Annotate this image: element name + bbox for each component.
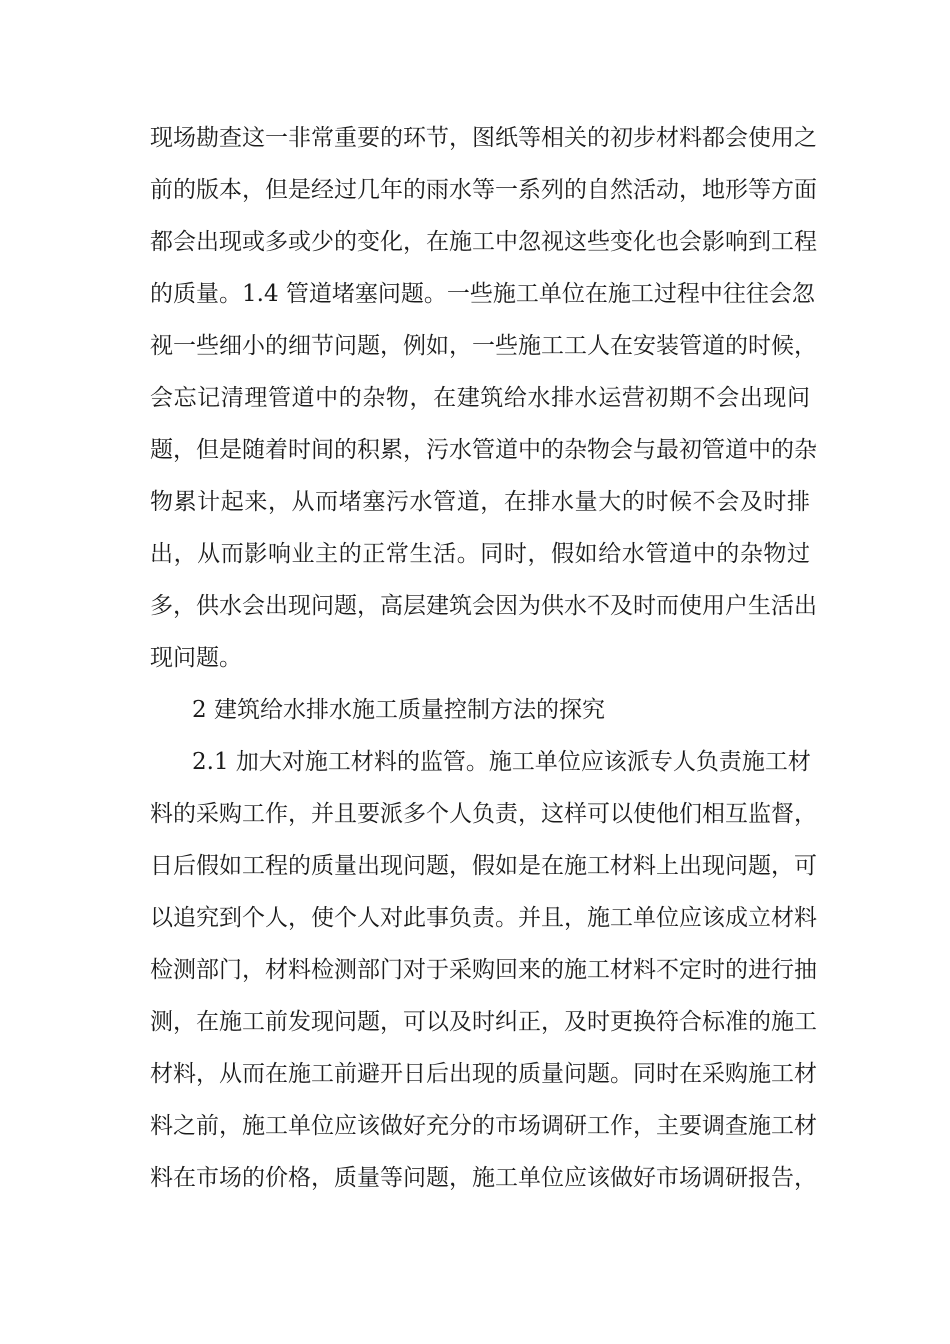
body-text-line: 料的采购工作，并且要派多个人负责，这样可以使他们相互监督， — [150, 801, 817, 827]
body-text-line: 现问题。 — [150, 645, 242, 671]
body-text-line: 2.1 加大对施工材料的监管。施工单位应该派专人负责施工材 — [192, 749, 811, 775]
body-text-line: 料在市场的价格，质量等问题，施工单位应该做好市场调研报告， — [150, 1165, 817, 1191]
body-text-line: 以追究到个人，使个人对此事负责。并且，施工单位应该成立材料 — [150, 905, 817, 931]
body-text-line: 现场勘查这一非常重要的环节，图纸等相关的初步材料都会使用之 — [150, 125, 817, 151]
body-text-line: 物累计起来，从而堵塞污水管道，在排水量大的时候不会及时排 — [150, 489, 810, 515]
body-text-line: 题，但是随着时间的积累，污水管道中的杂物会与最初管道中的杂 — [150, 437, 817, 463]
body-text-line: 视一些细小的细节问题，例如，一些施工工人在安装管道的时候， — [150, 333, 817, 359]
body-text-line: 检测部门，材料检测部门对于采购回来的施工材料不定时的进行抽 — [150, 957, 817, 983]
body-text-line: 都会出现或多或少的变化，在施工中忽视这些变化也会影响到工程 — [150, 229, 817, 255]
section-heading: 2 建筑给水排水施工质量控制方法的探究 — [192, 697, 605, 723]
body-text-line: 测，在施工前发现问题，可以及时纠正，及时更换符合标准的施工 — [150, 1009, 817, 1035]
body-text-line: 前的版本，但是经过几年的雨水等一系列的自然活动，地形等方面 — [150, 177, 817, 203]
body-text-line: 出，从而影响业主的正常生活。同时，假如给水管道中的杂物过 — [150, 541, 810, 567]
body-text-line: 多，供水会出现问题，高层建筑会因为供水不及时而使用户生活出 — [150, 593, 817, 619]
body-text-line: 会忘记清理管道中的杂物，在建筑给水排水运营初期不会出现问 — [150, 385, 810, 411]
body-text-line: 料之前，施工单位应该做好充分的市场调研工作，主要调查施工材 — [150, 1113, 817, 1139]
body-text-line: 日后假如工程的质量出现问题，假如是在施工材料上出现问题，可 — [150, 853, 817, 879]
body-text-line: 材料，从而在施工前避开日后出现的质量问题。同时在采购施工材 — [150, 1061, 817, 1087]
body-text-line: 的质量。1.4 管道堵塞问题。一些施工单位在施工过程中往往会忽 — [150, 281, 815, 307]
